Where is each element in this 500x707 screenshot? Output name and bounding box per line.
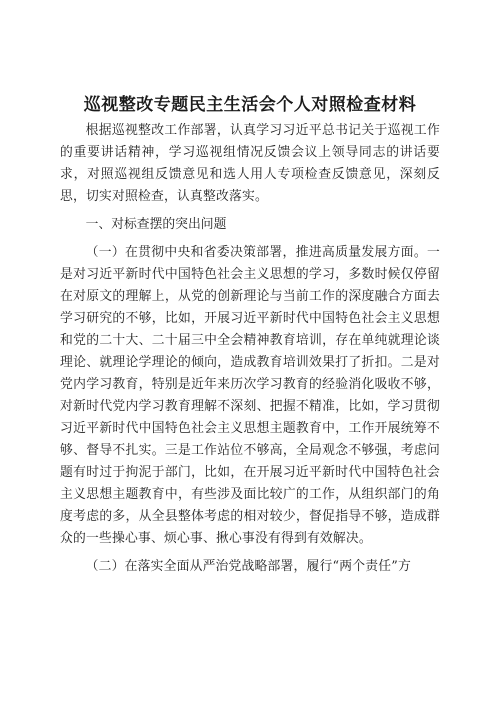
document-title: 巡视整改专题民主生活会个人对照检查材料 [83,95,417,115]
intro-paragraph: 根据巡视整改工作部署，认真学习习近平总书记关于巡视工作的重要讲话精神，学习巡视组情况反馈会议上领导同志的讲话要求，对照巡视组反馈意见和选人用人专项检查反馈意见，深刻反思，切实对照检查，认真整改落实。 [60,123,440,204]
subsection-two-paragraph: （二）在落实全面从严治党战略部署，履行“两个责任”方 [85,559,412,574]
document-body [60,120,440,578]
subsection-one-paragraph: （一）在贯彻中央和省委决策部署，推进高质量发展方面。一是对习近平新时代中国特色社会主义思想的学习，多数时候仅停留在对原文的理解上，从党的创新理论与当前工作的深度融合方面去学习研究的不够，比如，开展习近平新时代中国特色社会主义思想和党的二十大、二十届三中全会精神教育培训，存在单纯就理论谈理论、就理论学理论的倾向，造成教育培训效果打了折扣。二是对党内学习教育，特别是近年来历次学习教育的经验消化吸收不够，对新时代党内学习教育理解不深刻、把握不精准，比如，学习贯彻习近平新时代中国特色社会主义思想主题教育中，工作开展统筹不够、督导不扎实。三是工作站位不够高，全局观念不够强，考虑问题有时过于拘泥于部门，比如，在开展习近平新时代中国特色社会主义思想主题教育中，有些涉及面比较广的工作，从组织部门的角度考虑的多，从全县整体考虑的相对较少，督促指导不够，造成群众的一些操心事、烦心事、揪心事没有得到有效解决。 [60,245,440,546]
section-heading: 一、对标查摆的突出问题 [85,217,227,232]
